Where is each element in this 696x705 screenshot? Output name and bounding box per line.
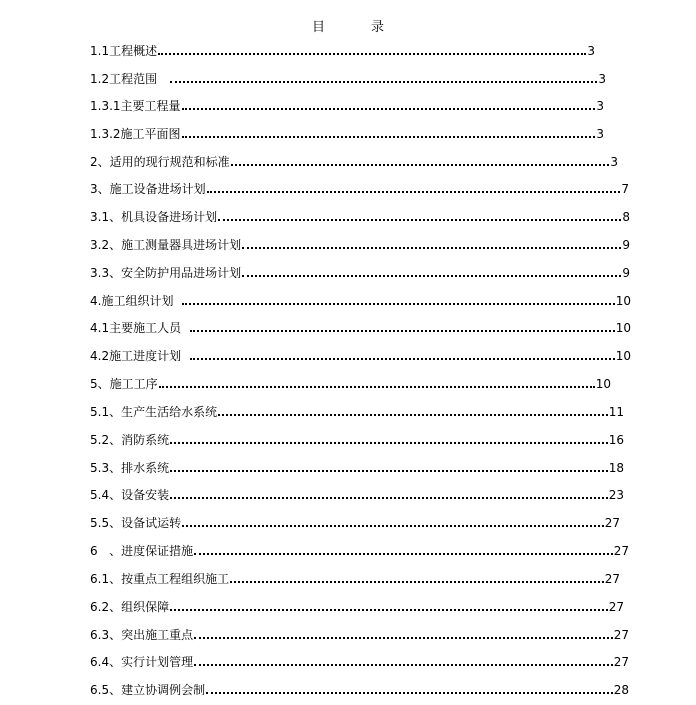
toc-entry-leader (170, 609, 608, 611)
toc-entry-page: 27 (613, 628, 629, 642)
toc-entry-label: 5、施工工序 (90, 377, 158, 391)
toc-entry-leader (218, 219, 621, 221)
toc-entry-leader (159, 386, 595, 388)
toc-entry-page: 9 (622, 238, 630, 252)
toc-entry-leader (182, 303, 614, 305)
toc-entry (90, 234, 630, 252)
toc-entry (90, 679, 629, 697)
toc-entry (90, 484, 624, 502)
toc-entry-leader (170, 470, 608, 472)
toc-entry-leader (194, 553, 613, 555)
toc-entry-label: 6.5、建立协调例会制 (90, 683, 206, 697)
toc-entry-page: 28 (613, 683, 629, 697)
toc-entry-page: 23 (608, 488, 624, 502)
toc-entry-label: 1.1工程概述 (90, 44, 158, 58)
toc-entry-leader (170, 81, 597, 83)
toc-entry (90, 651, 629, 669)
toc-entry-label: 1.2工程范围 (90, 72, 158, 86)
toc-entry-page: 11 (608, 405, 624, 419)
toc-entry-leader (194, 664, 613, 666)
toc-entry-leader (158, 53, 586, 55)
toc-entry-leader (194, 637, 613, 639)
toc-entry-label: 5.5、设备试运转 (90, 516, 182, 530)
toc-entry-page: 10 (615, 321, 631, 335)
toc-entry-label: 6 、进度保证措施 (90, 544, 194, 558)
toc-entry (90, 568, 620, 586)
toc-entry-leader (170, 497, 608, 499)
toc-entry-page: 18 (608, 461, 624, 475)
toc-entry (90, 95, 604, 113)
toc-title-part2: 录 (371, 20, 385, 35)
toc-entry-page: 27 (604, 572, 620, 586)
toc-entry (90, 624, 629, 642)
toc-entry-leader (218, 414, 608, 416)
toc-entry-label: 5.4、设备安装 (90, 488, 170, 502)
toc-entry-page: 16 (608, 433, 624, 447)
toc-entry (90, 429, 624, 447)
toc-entry (90, 457, 624, 475)
toc-entry-page: 8 (622, 210, 630, 224)
toc-entry (90, 206, 630, 224)
toc-entry-label: 6.3、突出施工重点 (90, 628, 194, 642)
toc-entry-label: 6.4、实行计划管理 (90, 655, 194, 669)
toc-entry-leader (190, 358, 615, 360)
toc-entry-label: 1.3.1主要工程量 (90, 99, 181, 113)
toc-entry-label: 2、适用的现行规范和标准 (90, 155, 230, 169)
toc-entry-label: 6.1、按重点工程组织施工 (90, 572, 230, 586)
toc-entry-leader (242, 275, 621, 277)
toc-entry (90, 151, 618, 169)
toc-entry-label: 3、施工设备进场计划 (90, 182, 206, 196)
toc-entry-leader (206, 692, 613, 694)
toc-entry-label: 5.2、消防系统 (90, 433, 170, 447)
toc-entry-page: 3 (596, 99, 604, 113)
toc-entry-label: 4.2施工进度计划 (90, 349, 182, 363)
toc-entry-page: 27 (613, 544, 629, 558)
toc-entry (90, 68, 606, 86)
toc-title (0, 16, 696, 35)
toc-entry-leader (230, 581, 604, 583)
toc-entry-label: 3.2、施工测量器具进场计划 (90, 238, 242, 252)
toc-entry-leader (231, 164, 610, 166)
toc-entry-label: 3.3、安全防护用品进场计划 (90, 266, 242, 280)
toc-entry-page: 9 (622, 266, 630, 280)
toc-entry-leader (170, 442, 608, 444)
toc-entry-page: 3 (610, 155, 618, 169)
toc-entry-page: 27 (608, 600, 624, 614)
toc-entry-label: 5.3、排水系统 (90, 461, 170, 475)
toc-entry (90, 178, 629, 196)
toc-entry-label: 4.施工组织计划 (90, 294, 174, 308)
toc-entry-page: 10 (615, 349, 631, 363)
toc-entry-leader (207, 191, 621, 193)
toc-entry-leader (182, 525, 604, 527)
toc-entry (90, 540, 629, 558)
toc-entry (90, 40, 595, 58)
toc-entry (90, 262, 630, 280)
toc-entry (90, 401, 624, 419)
toc-entry-page: 27 (613, 655, 629, 669)
toc-entry (90, 290, 631, 308)
toc-entry-page: 10 (615, 294, 631, 308)
toc-entry-label: 4.1主要施工人员 (90, 321, 182, 335)
toc-entry-leader (182, 108, 596, 110)
toc-entry-page: 7 (621, 182, 629, 196)
toc-entry (90, 512, 620, 530)
toc-entry-leader (182, 136, 596, 138)
toc-entry-leader (190, 330, 615, 332)
toc-entry-label: 6.2、组织保障 (90, 600, 170, 614)
toc-entry-page: 10 (595, 377, 611, 391)
toc-entry (90, 596, 624, 614)
toc-entry-page: 3 (598, 72, 606, 86)
toc-entry-page: 3 (587, 44, 595, 58)
toc-entry (90, 345, 631, 363)
toc-entry-label: 3.1、机具设备进场计划 (90, 210, 218, 224)
toc-entry-label: 1.3.2施工平面图 (90, 127, 181, 141)
toc-entry-page: 3 (596, 127, 604, 141)
toc-entry (90, 317, 631, 335)
toc-entry-leader (242, 247, 621, 249)
toc-entry-label: 5.1、生产生活给水系统 (90, 405, 218, 419)
toc-entry (90, 123, 604, 141)
toc-entry (90, 373, 611, 391)
toc-title-part1: 目 (311, 20, 325, 35)
toc-entry-page: 27 (604, 516, 620, 530)
